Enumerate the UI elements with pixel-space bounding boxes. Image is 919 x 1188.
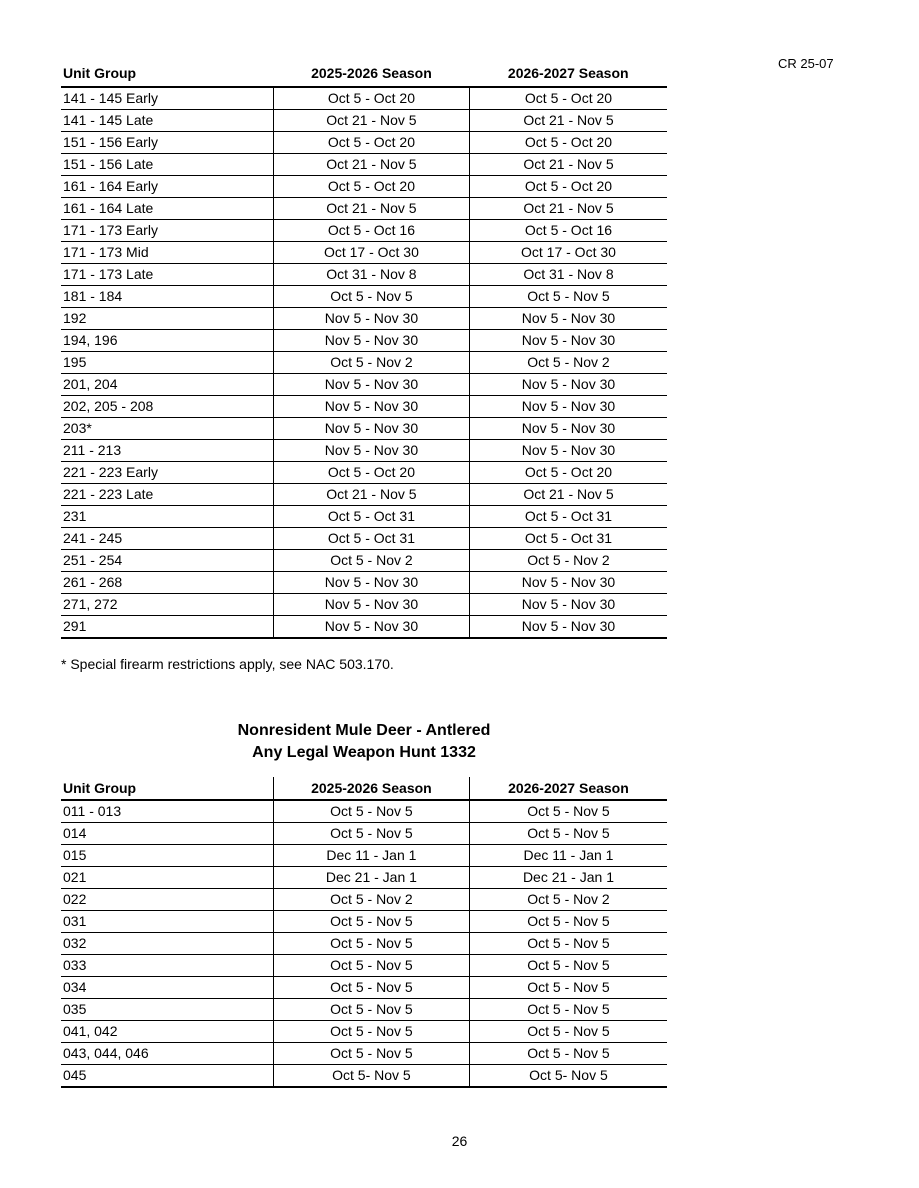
season-2026-cell: Oct 5 - Oct 20 xyxy=(469,176,667,198)
table-row xyxy=(61,999,667,1021)
unit-group-cell: 034 xyxy=(61,977,273,999)
unit-group-cell: 192 xyxy=(61,308,273,330)
season-2025-cell: Nov 5 - Nov 30 xyxy=(273,418,469,440)
season-2026-cell: Oct 5- Nov 5 xyxy=(469,1065,667,1088)
table-row xyxy=(61,462,667,484)
season-2026-cell: Dec 21 - Jan 1 xyxy=(469,867,667,889)
table-row xyxy=(61,220,667,242)
season-2025-cell: Oct 5 - Nov 5 xyxy=(273,955,469,977)
season-2025-cell: Oct 5 - Nov 2 xyxy=(273,550,469,572)
season-2026-cell: Oct 17 - Oct 30 xyxy=(469,242,667,264)
table-row xyxy=(61,418,667,440)
season-2026-cell: Oct 5 - Nov 2 xyxy=(469,352,667,374)
unit-group-cell: 022 xyxy=(61,889,273,911)
season-2025-cell: Oct 5 - Oct 20 xyxy=(273,132,469,154)
table-header-row xyxy=(61,60,667,87)
season-2025-cell: Nov 5 - Nov 30 xyxy=(273,440,469,462)
unit-group-cell: 043, 044, 046 xyxy=(61,1043,273,1065)
season-2025-cell: Oct 5 - Oct 20 xyxy=(273,462,469,484)
unit-group-cell: 035 xyxy=(61,999,273,1021)
season-2026-cell: Oct 5 - Oct 20 xyxy=(469,462,667,484)
table-row xyxy=(61,110,667,132)
season-2025-cell: Nov 5 - Nov 30 xyxy=(273,594,469,616)
season-2026-cell: Oct 5 - Nov 5 xyxy=(469,800,667,823)
season-2026-cell: Dec 11 - Jan 1 xyxy=(469,845,667,867)
season-2025-cell: Oct 5 - Oct 20 xyxy=(273,176,469,198)
table-row xyxy=(61,198,667,220)
season-2025-cell: Oct 5 - Nov 2 xyxy=(273,352,469,374)
table-row xyxy=(61,616,667,639)
table-row xyxy=(61,867,667,889)
season-2025-cell: Oct 5 - Nov 2 xyxy=(273,889,469,911)
unit-group-cell: 161 - 164 Early xyxy=(61,176,273,198)
table-row xyxy=(61,1065,667,1088)
season-2025-cell: Dec 11 - Jan 1 xyxy=(273,845,469,867)
season-2026-cell: Nov 5 - Nov 30 xyxy=(469,616,667,639)
unit-group-cell: 014 xyxy=(61,823,273,845)
section-title-line-2: Any Legal Weapon Hunt 1332 xyxy=(252,744,476,761)
column-header-unit-group: Unit Group xyxy=(61,777,273,800)
season-2026-cell: Nov 5 - Nov 30 xyxy=(469,572,667,594)
season-2026-cell: Oct 5 - Oct 16 xyxy=(469,220,667,242)
unit-group-cell: 171 - 173 Late xyxy=(61,264,273,286)
unit-group-cell: 203* xyxy=(61,418,273,440)
season-2026-cell: Oct 21 - Nov 5 xyxy=(469,198,667,220)
season-2026-cell: Oct 21 - Nov 5 xyxy=(469,110,667,132)
season-2026-cell: Nov 5 - Nov 30 xyxy=(469,594,667,616)
season-2025-cell: Dec 21 - Jan 1 xyxy=(273,867,469,889)
season-2026-cell: Oct 5 - Nov 5 xyxy=(469,999,667,1021)
season-2025-cell: Oct 21 - Nov 5 xyxy=(273,154,469,176)
season-2026-cell: Oct 5 - Oct 20 xyxy=(469,87,667,110)
season-2025-cell: Oct 5- Nov 5 xyxy=(273,1065,469,1088)
column-header-season-2026: 2026-2027 Season xyxy=(469,60,667,87)
unit-group-cell: 171 - 173 Mid xyxy=(61,242,273,264)
season-2025-cell: Nov 5 - Nov 30 xyxy=(273,572,469,594)
season-2025-cell: Nov 5 - Nov 30 xyxy=(273,308,469,330)
season-2026-cell: Oct 5 - Nov 5 xyxy=(469,1021,667,1043)
season-2026-cell: Nov 5 - Nov 30 xyxy=(469,418,667,440)
season-2025-cell: Oct 17 - Oct 30 xyxy=(273,242,469,264)
season-2026-cell: Oct 31 - Nov 8 xyxy=(469,264,667,286)
season-table-1 xyxy=(61,60,667,639)
table-row xyxy=(61,506,667,528)
column-header-season-2025: 2025-2026 Season xyxy=(273,777,469,800)
unit-group-cell: 231 xyxy=(61,506,273,528)
season-2026-cell: Oct 21 - Nov 5 xyxy=(469,484,667,506)
unit-group-cell: 221 - 223 Late xyxy=(61,484,273,506)
table-row xyxy=(61,484,667,506)
table-row xyxy=(61,374,667,396)
unit-group-cell: 015 xyxy=(61,845,273,867)
season-2026-cell: Oct 5 - Nov 2 xyxy=(469,889,667,911)
season-2025-cell: Oct 21 - Nov 5 xyxy=(273,484,469,506)
column-header-unit-group: Unit Group xyxy=(61,60,273,87)
table-row xyxy=(61,800,667,823)
unit-group-cell: 151 - 156 Early xyxy=(61,132,273,154)
season-2026-cell: Oct 5 - Nov 2 xyxy=(469,550,667,572)
season-2026-cell: Oct 5 - Nov 5 xyxy=(469,977,667,999)
table-header-row xyxy=(61,777,667,800)
page-number: 26 xyxy=(451,1133,468,1149)
season-2025-cell: Oct 5 - Oct 16 xyxy=(273,220,469,242)
unit-group-cell: 161 - 164 Late xyxy=(61,198,273,220)
section-title-line-1: Nonresident Mule Deer - Antlered xyxy=(237,722,491,739)
season-2026-cell: Oct 5 - Nov 5 xyxy=(469,1043,667,1065)
table-row xyxy=(61,572,667,594)
table-row xyxy=(61,845,667,867)
season-2026-cell: Nov 5 - Nov 30 xyxy=(469,440,667,462)
season-2025-cell: Oct 5 - Nov 5 xyxy=(273,286,469,308)
table-row xyxy=(61,264,667,286)
unit-group-cell: 181 - 184 xyxy=(61,286,273,308)
unit-group-cell: 194, 196 xyxy=(61,330,273,352)
section-title xyxy=(61,720,667,764)
unit-group-cell: 033 xyxy=(61,955,273,977)
season-2026-cell: Oct 5 - Oct 20 xyxy=(469,132,667,154)
season-2025-cell: Nov 5 - Nov 30 xyxy=(273,374,469,396)
table-row xyxy=(61,823,667,845)
season-2025-cell: Oct 5 - Nov 5 xyxy=(273,911,469,933)
unit-group-cell: 151 - 156 Late xyxy=(61,154,273,176)
season-2025-cell: Oct 5 - Nov 5 xyxy=(273,800,469,823)
table-row xyxy=(61,977,667,999)
season-2026-cell: Nov 5 - Nov 30 xyxy=(469,330,667,352)
season-table-2 xyxy=(61,777,667,1088)
season-2025-cell: Nov 5 - Nov 30 xyxy=(273,616,469,639)
season-2025-cell: Oct 5 - Nov 5 xyxy=(273,933,469,955)
table-row xyxy=(61,550,667,572)
table-row xyxy=(61,352,667,374)
column-header-season-2026: 2026-2027 Season xyxy=(469,777,667,800)
table-row xyxy=(61,594,667,616)
season-2026-cell: Oct 21 - Nov 5 xyxy=(469,154,667,176)
unit-group-cell: 271, 272 xyxy=(61,594,273,616)
season-2025-cell: Oct 5 - Oct 31 xyxy=(273,528,469,550)
table-row xyxy=(61,528,667,550)
table-row xyxy=(61,1021,667,1043)
unit-group-cell: 045 xyxy=(61,1065,273,1088)
unit-group-cell: 291 xyxy=(61,616,273,639)
unit-group-cell: 221 - 223 Early xyxy=(61,462,273,484)
season-2025-cell: Oct 5 - Nov 5 xyxy=(273,823,469,845)
unit-group-cell: 011 - 013 xyxy=(61,800,273,823)
season-2025-cell: Oct 5 - Nov 5 xyxy=(273,1043,469,1065)
table-row xyxy=(61,440,667,462)
season-2025-cell: Nov 5 - Nov 30 xyxy=(273,330,469,352)
season-2026-cell: Nov 5 - Nov 30 xyxy=(469,374,667,396)
season-2025-cell: Oct 5 - Nov 5 xyxy=(273,1021,469,1043)
season-2025-cell: Oct 21 - Nov 5 xyxy=(273,198,469,220)
season-2026-cell: Oct 5 - Oct 31 xyxy=(469,506,667,528)
footnote: * Special firearm restrictions apply, see NAC 503.170. xyxy=(61,656,394,672)
season-2026-cell: Oct 5 - Nov 5 xyxy=(469,286,667,308)
table-row xyxy=(61,1043,667,1065)
table-row xyxy=(61,132,667,154)
table-row xyxy=(61,242,667,264)
unit-group-cell: 195 xyxy=(61,352,273,374)
unit-group-cell: 041, 042 xyxy=(61,1021,273,1043)
season-2026-cell: Nov 5 - Nov 30 xyxy=(469,308,667,330)
unit-group-cell: 202, 205 - 208 xyxy=(61,396,273,418)
season-2026-cell: Nov 5 - Nov 30 xyxy=(469,396,667,418)
table-row xyxy=(61,933,667,955)
season-2025-cell: Oct 31 - Nov 8 xyxy=(273,264,469,286)
season-2026-cell: Oct 5 - Nov 5 xyxy=(469,955,667,977)
unit-group-cell: 241 - 245 xyxy=(61,528,273,550)
unit-group-cell: 141 - 145 Late xyxy=(61,110,273,132)
unit-group-cell: 032 xyxy=(61,933,273,955)
unit-group-cell: 201, 204 xyxy=(61,374,273,396)
unit-group-cell: 261 - 268 xyxy=(61,572,273,594)
season-2025-cell: Oct 21 - Nov 5 xyxy=(273,110,469,132)
unit-group-cell: 171 - 173 Early xyxy=(61,220,273,242)
season-2026-cell: Oct 5 - Nov 5 xyxy=(469,823,667,845)
season-2025-cell: Nov 5 - Nov 30 xyxy=(273,396,469,418)
table-row xyxy=(61,286,667,308)
table-row xyxy=(61,87,667,110)
table-row xyxy=(61,396,667,418)
season-2025-cell: Oct 5 - Nov 5 xyxy=(273,999,469,1021)
season-2025-cell: Oct 5 - Nov 5 xyxy=(273,977,469,999)
season-2026-cell: Oct 5 - Nov 5 xyxy=(469,933,667,955)
unit-group-cell: 141 - 145 Early xyxy=(61,87,273,110)
table-row xyxy=(61,308,667,330)
table-row xyxy=(61,889,667,911)
table-row xyxy=(61,330,667,352)
unit-group-cell: 021 xyxy=(61,867,273,889)
unit-group-cell: 251 - 254 xyxy=(61,550,273,572)
unit-group-cell: 031 xyxy=(61,911,273,933)
document-code: CR 25-07 xyxy=(778,56,834,71)
table-row xyxy=(61,176,667,198)
column-header-season-2025: 2025-2026 Season xyxy=(273,60,469,87)
season-2025-cell: Oct 5 - Oct 20 xyxy=(273,87,469,110)
unit-group-cell: 211 - 213 xyxy=(61,440,273,462)
table-row xyxy=(61,955,667,977)
season-2026-cell: Oct 5 - Nov 5 xyxy=(469,911,667,933)
season-2025-cell: Oct 5 - Oct 31 xyxy=(273,506,469,528)
table-row xyxy=(61,154,667,176)
table-row xyxy=(61,911,667,933)
season-2026-cell: Oct 5 - Oct 31 xyxy=(469,528,667,550)
